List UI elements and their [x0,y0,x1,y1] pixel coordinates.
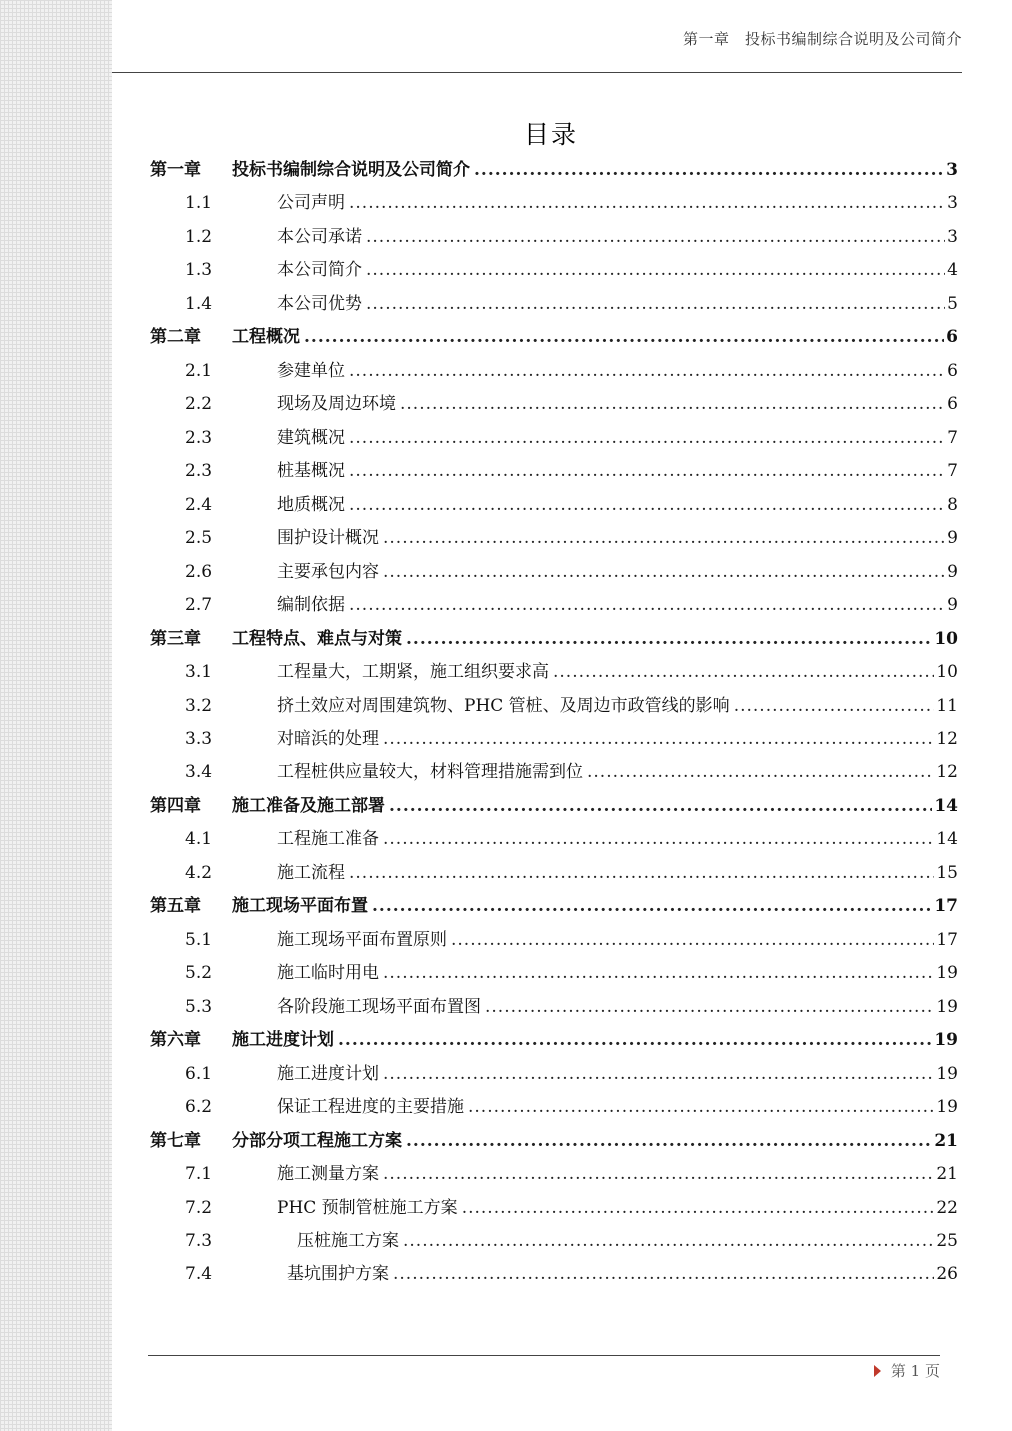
toc-entry-page: 9 [947,595,958,616]
toc-section-entry[interactable] [150,1091,958,1124]
dot-leader [553,656,934,689]
toc-section-entry[interactable] [150,1058,958,1091]
dot-leader [372,890,932,923]
toc-entry-page: 14 [936,829,958,850]
toc-entry-label: 主要承包内容 [277,561,379,582]
dot-leader [366,288,945,321]
dot-leader [587,756,934,789]
toc-entry-label: 对暗浜的处理 [277,728,379,749]
toc-entry-number: 2.6 [185,561,213,582]
toc-entry-page: 19 [936,963,958,984]
toc-section-entry[interactable] [150,1192,958,1225]
toc-entry-page: 5 [947,293,958,314]
toc-section-entry[interactable] [150,1158,958,1191]
toc-entry-number: 第四章 [150,795,201,816]
toc-section-entry[interactable] [150,924,958,957]
binding-margin [0,0,112,1431]
toc-entry-number: 3.2 [185,695,213,716]
toc-entry-number: 2.2 [185,394,213,415]
dot-leader [349,355,945,388]
toc-chapter-entry[interactable] [150,623,958,656]
page-footer [874,1360,940,1381]
dot-leader [468,1091,934,1124]
dot-leader [451,924,934,957]
toc-entry-label: 施工进度计划 [277,1063,379,1084]
dot-leader [349,455,945,488]
toc-chapter-entry[interactable] [150,890,958,923]
toc-section-entry[interactable] [150,556,958,589]
toc-entry-label: 桩基概况 [277,461,345,482]
toc-entry-number: 2.7 [185,595,213,616]
toc-entry-number: 1.3 [185,260,213,281]
toc-entry-number: 第五章 [150,896,201,917]
toc-chapter-entry[interactable] [150,790,958,823]
toc-entry-number: 7.2 [185,1197,213,1218]
toc-section-entry[interactable] [150,857,958,890]
toc-section-entry[interactable] [150,388,958,421]
dot-leader [406,623,932,656]
toc-entry-label: 基坑围护方案 [287,1264,389,1285]
toc-entry-label: 工程特点、难点与对策 [232,628,402,649]
toc-entry-page: 8 [947,494,958,515]
toc-section-entry[interactable] [150,1225,958,1258]
toc-entry-number: 2.3 [185,461,213,482]
dot-leader [734,690,935,723]
dot-leader [383,1058,934,1091]
toc-entry-page: 19 [936,1097,958,1118]
toc-entry-page: 3 [947,193,958,214]
toc-section-entry[interactable] [150,522,958,555]
toc-entry-number: 4.2 [185,862,213,883]
toc-entry-label: 工程量大，工期紧，施工组织要求高 [277,662,549,683]
toc-entry-label: 编制依据 [277,595,345,616]
toc-entry-number: 7.3 [185,1231,213,1251]
dot-leader [349,422,945,455]
toc-entry-label: 施工流程 [277,862,345,883]
toc-section-entry[interactable] [150,288,958,321]
toc-entry-number: 7.1 [185,1164,213,1185]
dot-leader [485,991,934,1024]
toc-entry-label: 施工现场平面布置原则 [277,929,447,950]
toc-entry-page: 15 [936,862,958,883]
toc-entry-number: 3.3 [185,728,213,749]
toc-entry-page: 6 [946,327,958,348]
toc-entry-number: 2.1 [185,360,213,381]
toc-entry-number: 第七章 [150,1130,201,1151]
header-rule [112,72,962,73]
toc-section-entry[interactable] [150,656,958,689]
toc-entry-page: 3 [946,160,958,180]
toc-entry-page: 6 [947,394,958,415]
toc-entry-number: 1.1 [185,193,213,214]
toc-section-entry[interactable] [150,823,958,856]
dot-leader [383,823,934,856]
toc-section-entry[interactable] [150,756,958,789]
toc-entry-number: 5.1 [185,929,213,950]
running-header: 第一章 投标书编制综合说明及公司简介 [682,30,962,48]
toc-entry-label: 工程概况 [232,327,300,348]
toc-entry-label: 压桩施工方案 [297,1231,399,1251]
toc-entry-label: 施工临时用电 [277,963,379,984]
toc-section-entry[interactable] [150,991,958,1024]
toc-entry-number: 1.4 [185,293,213,314]
toc-entry-page: 7 [947,461,958,482]
toc-entry-page: 26 [936,1264,958,1285]
toc-entry-label: 建筑概况 [277,427,345,448]
toc-entry-page: 19 [936,996,958,1017]
page-number: 第 1 页 [890,1362,940,1380]
toc-entry-label: 投标书编制综合说明及公司简介 [232,160,470,180]
dot-leader [304,321,944,354]
toc-entry-label: 施工准备及施工部署 [232,795,385,816]
toc-chapter-entry[interactable] [150,321,958,354]
dot-leader [393,1258,934,1291]
toc-chapter-entry[interactable] [150,154,958,187]
dot-leader [349,589,945,622]
toc-section-entry[interactable] [150,690,958,723]
toc-entry-page: 22 [936,1197,958,1218]
dot-leader [366,221,945,254]
toc-entry-number: 2.3 [185,427,213,448]
toc-entry-label: 施工进度计划 [232,1030,334,1051]
toc-entry-number: 1.2 [185,226,213,247]
toc-entry-label: 挤土效应对周围建筑物、PHC 管桩、及周边市政管线的影响 [277,695,730,716]
dot-leader [462,1192,935,1225]
toc-entry-page: 6 [947,360,958,381]
toc-entry-number: 4.1 [185,829,213,850]
toc-entry-number: 第三章 [150,628,201,649]
toc-entry-number: 第一章 [150,160,201,180]
toc-entry-page: 7 [947,427,958,448]
toc-entry-label: 围护设计概况 [277,528,379,549]
toc-entry-page: 11 [936,695,958,716]
toc-chapter-entry[interactable] [150,1125,958,1158]
toc-entry-page: 9 [947,561,958,582]
dot-leader [383,723,934,756]
toc-entry-label: 工程施工准备 [277,829,379,850]
toc-entry-page: 17 [934,896,958,917]
dot-leader [349,489,945,522]
toc-entry-page: 19 [936,1063,958,1084]
dot-leader [389,790,932,823]
toc-entry-number: 5.2 [185,963,213,984]
footer-rule [148,1355,940,1356]
toc-section-entry[interactable] [150,455,958,488]
toc-entry-label: 地质概况 [277,494,345,515]
dot-leader [366,254,945,287]
toc-entry-page: 14 [934,795,958,816]
toc-entry-page: 17 [936,929,958,950]
toc-entry-number: 6.1 [185,1063,213,1084]
toc-entry-label: 分部分项工程施工方案 [232,1130,402,1151]
dot-leader [406,1125,932,1158]
toc-entry-page: 21 [936,1164,958,1185]
dot-leader [403,1225,934,1258]
toc-entry-label: 工程桩供应量较大，材料管理措施需到位 [277,762,583,783]
toc-section-entry[interactable] [150,957,958,990]
dot-leader [383,957,934,990]
dot-leader [349,857,934,890]
toc-entry-page: 12 [936,728,958,749]
toc-entry-label: PHC 预制管桩施工方案 [277,1197,458,1218]
dot-leader [383,522,945,555]
toc-entry-page: 19 [934,1030,958,1051]
toc-entry-page: 10 [934,628,958,649]
toc-entry-number: 6.2 [185,1097,213,1118]
dot-leader [349,187,945,220]
dot-leader [338,1024,932,1057]
toc-entry-number: 3.4 [185,762,213,783]
toc-entry-label: 本公司承诺 [277,226,362,247]
toc-entry-label: 施工测量方案 [277,1164,379,1185]
toc-entry-page: 12 [936,762,958,783]
toc-section-entry[interactable] [150,221,958,254]
toc-entry-number: 3.1 [185,662,213,683]
toc-entry-page: 4 [947,260,958,281]
toc-entry-number: 第二章 [150,327,201,348]
toc-section-entry[interactable] [150,254,958,287]
dot-leader [383,1158,934,1191]
toc-entry-page: 25 [936,1231,958,1251]
toc-entry-label: 本公司优势 [277,293,362,314]
toc-entry-number: 第六章 [150,1030,201,1051]
toc-section-entry[interactable] [150,723,958,756]
toc-section-entry[interactable] [150,355,958,388]
triangle-right-icon [874,1365,881,1377]
toc-entry-number: 7.4 [185,1264,213,1285]
toc-section-entry[interactable] [150,187,958,220]
toc-entry-label: 现场及周边环境 [277,394,396,415]
toc-entry-number: 2.5 [185,528,213,549]
toc-section-entry[interactable] [150,422,958,455]
toc-entry-page: 21 [934,1130,958,1151]
toc-entry-label: 参建单位 [277,360,345,381]
dot-leader [400,388,945,421]
dot-leader [383,556,945,589]
toc-entry-label: 公司声明 [277,193,345,214]
toc-entry-label: 施工现场平面布置 [232,896,368,917]
toc-entry-label: 本公司简介 [277,260,362,281]
table-of-contents [150,154,958,1292]
toc-chapter-entry[interactable] [150,1024,958,1057]
toc-entry-number: 2.4 [185,494,213,515]
toc-title: 目录 [523,120,578,149]
toc-entry-page: 9 [947,528,958,549]
toc-entry-label: 各阶段施工现场平面布置图 [277,996,481,1017]
toc-entry-page: 3 [947,226,958,247]
toc-section-entry[interactable] [150,1258,958,1291]
dot-leader [474,154,944,187]
toc-section-entry[interactable] [150,489,958,522]
toc-entry-number: 5.3 [185,996,213,1017]
toc-section-entry[interactable] [150,589,958,622]
toc-entry-page: 10 [936,662,958,683]
toc-entry-label: 保证工程进度的主要措施 [277,1097,464,1118]
